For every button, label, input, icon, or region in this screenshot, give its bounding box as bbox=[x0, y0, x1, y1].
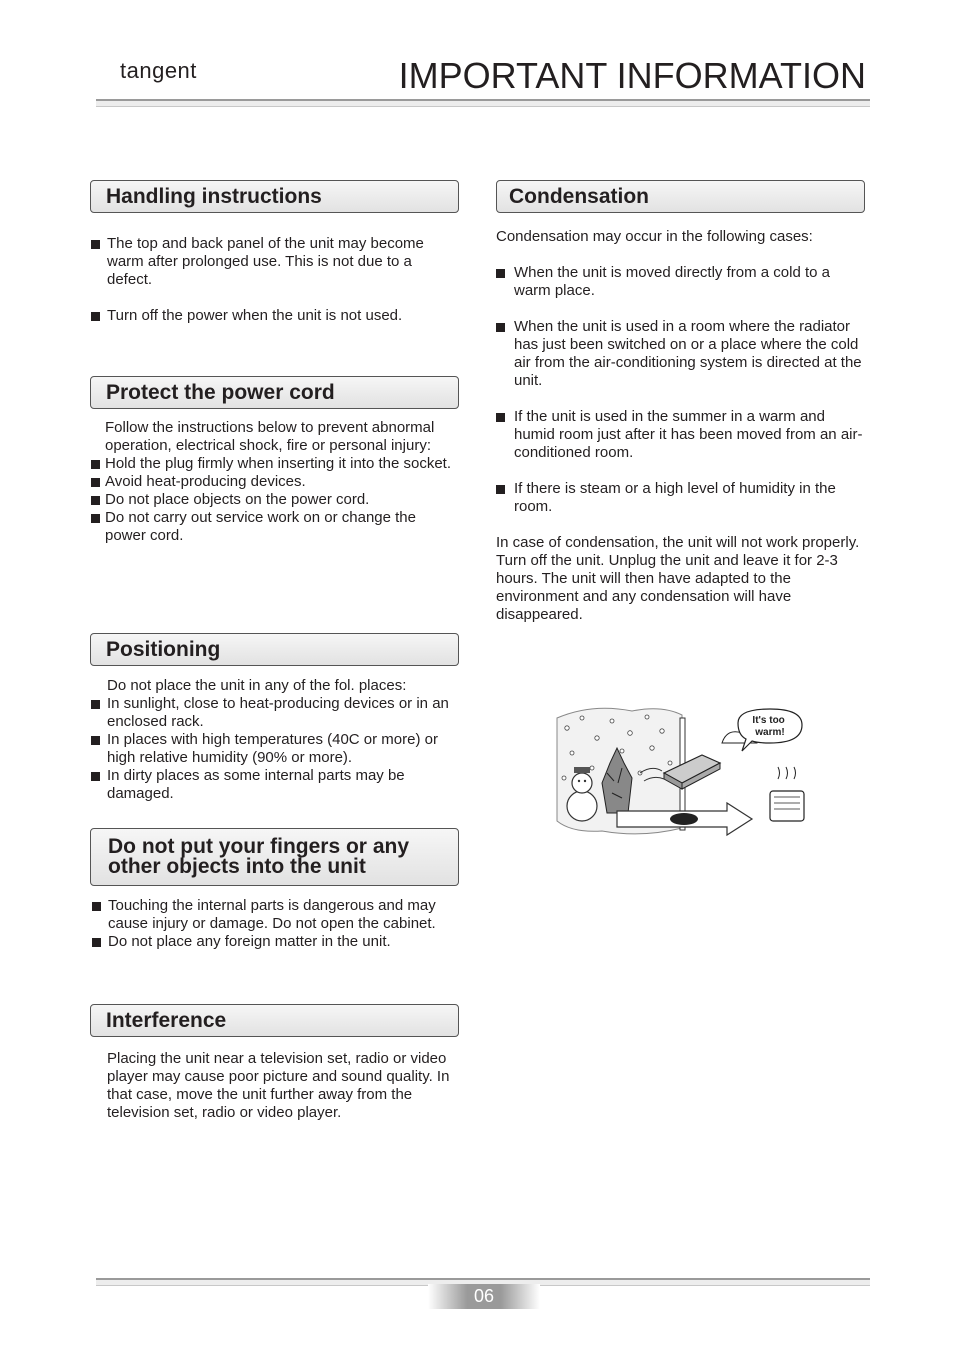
list-item: Avoid heat-producing devices. bbox=[91, 473, 451, 491]
heater-icon bbox=[770, 767, 804, 821]
list-item: The top and back panel of the unit may become warm after prolonged use. This is not due to a defect. bbox=[91, 235, 451, 289]
list-item: Touching the internal parts is dangerous and may cause injury or damage. Do not open the cabinet. bbox=[92, 897, 454, 933]
speech-line-2: warm! bbox=[755, 727, 785, 738]
condensation-illustration bbox=[552, 703, 822, 843]
list-item: When the unit is used in a room where the radiator has just been switched on or a place where the cold air from the air-conditioning system is directed at the unit. bbox=[496, 318, 866, 390]
interference-heading bbox=[90, 1004, 459, 1037]
interference-title: Interference bbox=[106, 1008, 227, 1032]
list-item: In dirty places as some internal parts may be damaged. bbox=[91, 767, 453, 803]
list-item: Turn off the power when the unit is not used. bbox=[91, 307, 451, 325]
positioning-title: Positioning bbox=[106, 637, 221, 661]
interference-text: Placing the unit near a television set, radio or video player may cause poor picture and sound quality. In that case, move the unit further away from the television set, radio or video player. bbox=[107, 1050, 450, 1121]
speech-text bbox=[752, 715, 787, 738]
header-rule bbox=[96, 99, 870, 107]
fingers-list bbox=[92, 897, 454, 951]
power-cord-list bbox=[91, 419, 451, 545]
fingers-title-line2: other objects into the unit bbox=[108, 855, 366, 878]
handling-title: Handling instructions bbox=[106, 184, 322, 208]
handling-heading bbox=[90, 180, 459, 213]
fingers-heading bbox=[90, 828, 459, 886]
list-item: When the unit is moved directly from a cold to a warm place. bbox=[496, 264, 866, 300]
list-item: Do not place any foreign matter in the unit. bbox=[92, 933, 454, 951]
positioning-heading bbox=[90, 633, 459, 666]
power-cord-title: Protect the power cord bbox=[106, 380, 335, 404]
condensation-heading bbox=[496, 180, 865, 213]
positioning-intro: Do not place the unit in any of the fol. places: bbox=[107, 677, 407, 694]
condensation-closing: In case of condensation, the unit will not work properly. Turn off the unit. Unplug the unit and leave it for 2-3 hours. The unit will then have adapted to the environment and any condensation will have disappeared. bbox=[496, 534, 860, 623]
condensation-title: Condensation bbox=[509, 184, 649, 208]
list-item: Do not place objects on the power cord. bbox=[91, 491, 451, 509]
page-title: IMPORTANT INFORMATION bbox=[398, 55, 866, 96]
list-item: In sunlight, close to heat-producing devices or in an enclosed rack. bbox=[91, 695, 453, 731]
power-cord-intro: Follow the instructions below to prevent abnormal operation, electrical shock, fire or personal injury: bbox=[105, 419, 435, 454]
list-item: If the unit is used in the summer in a warm and humid room just after it has been moved from an air-conditioned room. bbox=[496, 408, 866, 462]
handling-list bbox=[91, 235, 451, 325]
list-item: If there is steam or a high level of humidity in the room. bbox=[496, 480, 866, 516]
positioning-list bbox=[91, 677, 453, 803]
power-cord-heading bbox=[90, 376, 459, 409]
brand-logo bbox=[120, 58, 197, 84]
page-number: 06 bbox=[428, 1284, 540, 1309]
interference-body bbox=[107, 1050, 452, 1122]
speech-bubble bbox=[738, 709, 802, 751]
brand-name: tangent bbox=[120, 58, 197, 83]
list-item: Hold the plug firmly when inserting it into the socket. bbox=[91, 455, 451, 473]
speech-line-1: It's too bbox=[752, 715, 785, 726]
condensation-content bbox=[496, 228, 866, 624]
fingers-title bbox=[108, 837, 409, 877]
floor-hole bbox=[670, 813, 698, 825]
fingers-title-line1: Do not put your fingers or any bbox=[108, 835, 410, 858]
list-item: In places with high temperatures (40C or more) or high relative humidity (90% or more). bbox=[91, 731, 453, 767]
list-item: Do not carry out service work on or change the power cord. bbox=[91, 509, 451, 545]
condensation-intro: Condensation may occur in the following cases: bbox=[496, 228, 813, 245]
